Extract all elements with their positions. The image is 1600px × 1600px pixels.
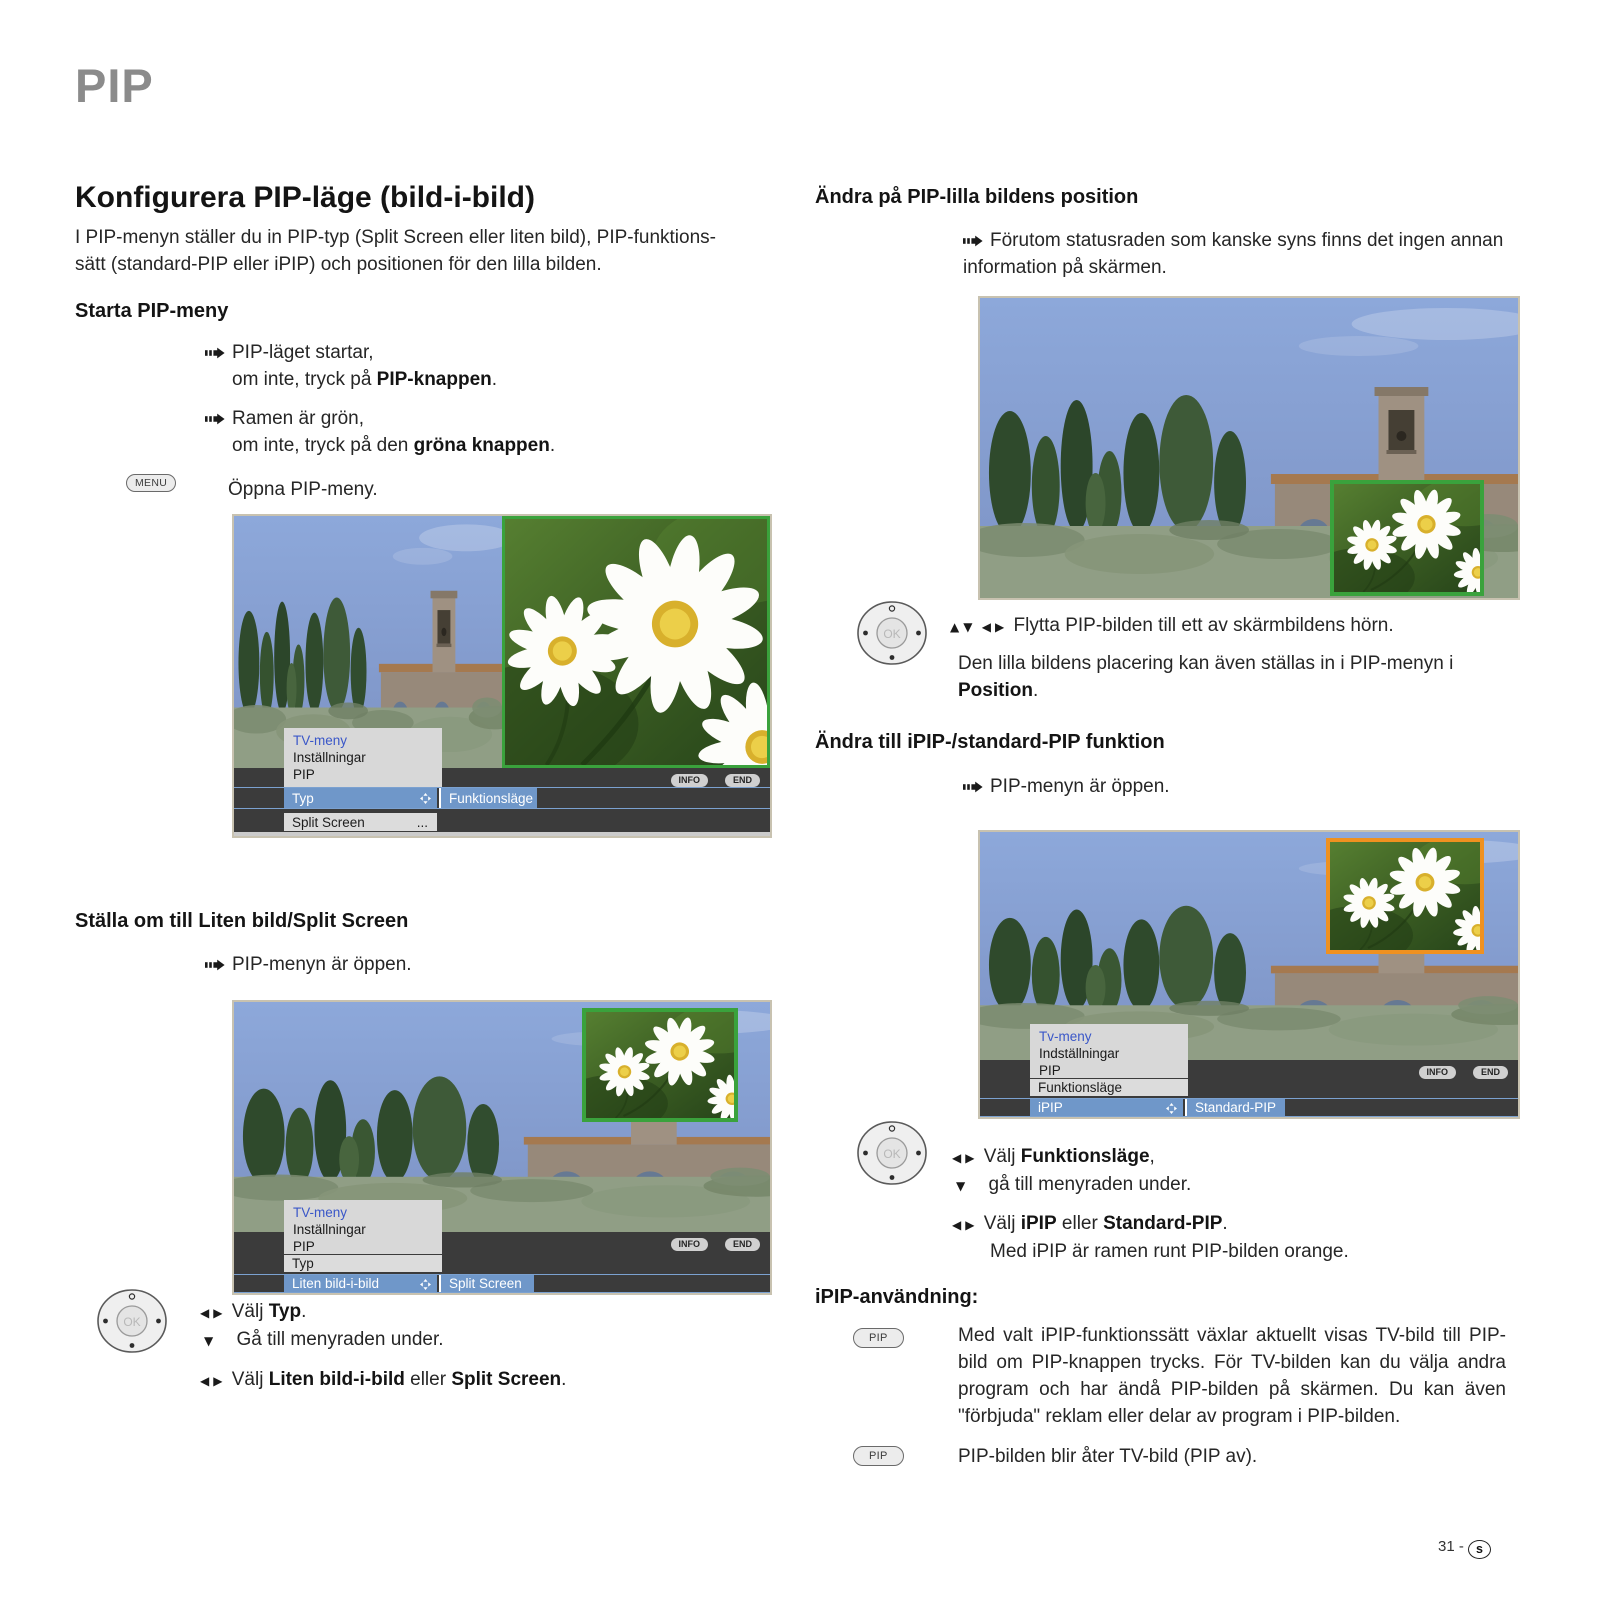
svg-text:OK: OK xyxy=(123,1315,141,1329)
instruction-go-down-2: ▼ gå till menyraden under. xyxy=(956,1174,1192,1195)
page-title: PIP xyxy=(75,59,154,112)
move-icon xyxy=(420,793,431,804)
instruction-select-funktionslage: ◀ ▶ Välj Funktionsläge, xyxy=(952,1146,1155,1167)
open-pip-menu-text: Öppna PIP-meny. xyxy=(228,479,378,500)
menu-item-ipip: iPIP xyxy=(1030,1099,1183,1116)
bullet-no-other-info: Förutom statusraden som kanske syns finns det ingen annan information på skärmen. xyxy=(963,230,1504,278)
daisy-picture xyxy=(586,1012,734,1118)
bullet-pip-starts: PIP-läget startar, xyxy=(205,339,374,366)
info-button: INFO xyxy=(671,774,709,787)
menu-item-typ: Typ xyxy=(284,788,437,808)
breadcrumb-pip: PIP xyxy=(1039,1063,1061,1078)
tv-screenshot-split-screen-menu xyxy=(232,514,772,838)
note-position-setting: Den lilla bildens placering kan även ställas in i PIP-menyn i Position. xyxy=(958,653,1454,701)
instruction-select-type-value: ◀ ▶ Välj Liten bild-i-bild eller Split Screen. xyxy=(200,1369,567,1390)
bullet-frame-green: Ramen är grön, xyxy=(205,405,364,432)
menu-breadcrumb xyxy=(1030,1024,1188,1078)
ok-pad-icon xyxy=(856,600,928,666)
split-screen-pip-green-frame xyxy=(502,516,770,768)
breadcrumb-settings: Indställningar xyxy=(1039,1046,1120,1061)
bullet-pip-menu-open-2: PIP-menyn är öppen. xyxy=(963,773,1170,800)
subheading-ipip-usage: iPIP-användning: xyxy=(815,1286,979,1308)
daisy-picture xyxy=(505,519,767,765)
screen-bottom-strip xyxy=(234,1293,770,1295)
intro-line-1: I PIP-menyn ställer du in PIP-typ (Split Screen eller liten bild), PIP-funktions- xyxy=(75,227,716,248)
instruction-go-down: ▼ Gå till menyraden under. xyxy=(204,1329,444,1350)
tv-screenshot-liten-bild-menu xyxy=(232,1000,772,1295)
bullet-frame-green-line2: om inte, tryck på den gröna knappen. xyxy=(232,435,556,456)
pip-inset-orange-frame xyxy=(1326,838,1484,954)
pip-button: PIP xyxy=(853,1446,904,1466)
bullet-pip-starts-line2: om inte, tryck på PIP-knappen. xyxy=(232,369,498,390)
menu-breadcrumb xyxy=(284,728,442,787)
bullet-pip-menu-open: PIP-menyn är öppen. xyxy=(205,951,412,978)
page-number: 31 - xyxy=(1438,1538,1464,1555)
daisy-picture xyxy=(1334,484,1480,592)
subheading-switch-type: Ställa om till Liten bild/Split Screen xyxy=(75,910,409,932)
menu-selected-row xyxy=(980,1098,1518,1117)
breadcrumb-settings: Inställningar xyxy=(293,750,366,765)
end-button: END xyxy=(725,774,760,787)
intro-line-2: sätt (standard-PIP eller iPIP) och positionen för den lilla bilden. xyxy=(75,254,602,275)
move-icon xyxy=(420,1279,431,1290)
pip-off-text: PIP-bilden blir åter TV-bild (PIP av). xyxy=(958,1446,1258,1467)
tv-screenshot-ipip-menu xyxy=(978,830,1520,1119)
menu-breadcrumb xyxy=(284,1200,442,1254)
menu-selected-row xyxy=(234,1274,770,1293)
menu-item-funktionslage: Funktionsläge xyxy=(1030,1079,1188,1096)
bullet-arrow-icon xyxy=(963,235,983,247)
breadcrumb-tv-menu: TV-meny xyxy=(293,733,348,748)
ok-pad-icon xyxy=(96,1288,168,1354)
daisy-picture xyxy=(1330,842,1480,950)
breadcrumb-pip: PIP xyxy=(293,767,315,782)
pip-inset-green-frame xyxy=(582,1008,738,1122)
subheading-change-position: Ändra på PIP-lilla bildens position xyxy=(815,186,1139,208)
bullet-arrow-icon xyxy=(205,413,225,425)
info-button: INFO xyxy=(1419,1066,1457,1079)
menu-item-liten-bild: Liten bild-i-bild xyxy=(284,1275,437,1292)
pip-inset-green-frame xyxy=(1330,480,1484,596)
menu-item-funktionslage: Funktionsläge xyxy=(439,788,537,808)
screen-bottom-strip xyxy=(980,1117,1518,1119)
menu-item-standard-pip: Standard-PIP xyxy=(1185,1099,1285,1116)
move-icon xyxy=(1166,1103,1177,1114)
svg-text:OK: OK xyxy=(883,1147,901,1161)
note-orange-frame: Med iPIP är ramen runt PIP-bilden orange. xyxy=(990,1241,1349,1262)
pip-button: PIP xyxy=(853,1328,904,1348)
menu-button: MENU xyxy=(126,474,176,492)
ipip-usage-paragraph: Med valt iPIP-funktionssätt växlar aktuellt visas TV-bild till PIP-bild om PIP-knappen trycks. För TV-bilden kan du välja andra program och har ändå PIP-bilden på skärmen. Du kan även "förbjuda" reklam eller delar av program i PIP-bilden. xyxy=(958,1325,1506,1427)
screen-bottom-strip xyxy=(234,832,770,836)
subheading-change-mode: Ändra till iPIP-/standard-PIP funktion xyxy=(815,731,1165,753)
bullet-arrow-icon xyxy=(205,959,225,971)
subheading-start-pip-menu: Starta PIP-meny xyxy=(75,300,229,322)
bullet-arrow-icon xyxy=(963,781,983,793)
end-button: END xyxy=(1473,1066,1508,1079)
svg-text:OK: OK xyxy=(883,627,901,641)
instruction-move-pip: ▲ ▼ ◀ ▶ Flytta PIP-bilden till ett av skärmbildens hörn. xyxy=(950,615,1394,636)
page-footer xyxy=(1438,1538,1491,1559)
breadcrumb-tv-menu: TV-meny xyxy=(293,1205,348,1220)
menu-item-typ: Typ xyxy=(284,1255,442,1272)
section-heading-configure-pip: Konfigurera PIP-läge (bild-i-bild) xyxy=(75,181,535,214)
info-button: INFO xyxy=(671,1238,709,1251)
end-button: END xyxy=(725,1238,760,1251)
breadcrumb-settings: Inställningar xyxy=(293,1222,366,1237)
breadcrumb-pip: PIP xyxy=(293,1239,315,1254)
ok-pad-icon xyxy=(856,1120,928,1186)
bullet-arrow-icon xyxy=(205,347,225,359)
instruction-select-typ: ◀ ▶ Välj Typ. xyxy=(200,1301,307,1322)
breadcrumb-tv-menu: Tv-meny xyxy=(1039,1029,1092,1044)
menu-selected-row xyxy=(234,787,770,809)
language-badge: s xyxy=(1468,1540,1491,1559)
menu-item-split-screen: Split Screen xyxy=(439,1275,534,1292)
menu-value-split-screen: Split Screen ... xyxy=(284,813,437,831)
instruction-select-ipip: ◀ ▶ Välj iPIP eller Standard-PIP. xyxy=(952,1213,1228,1234)
tv-screenshot-pip-position xyxy=(978,296,1520,600)
